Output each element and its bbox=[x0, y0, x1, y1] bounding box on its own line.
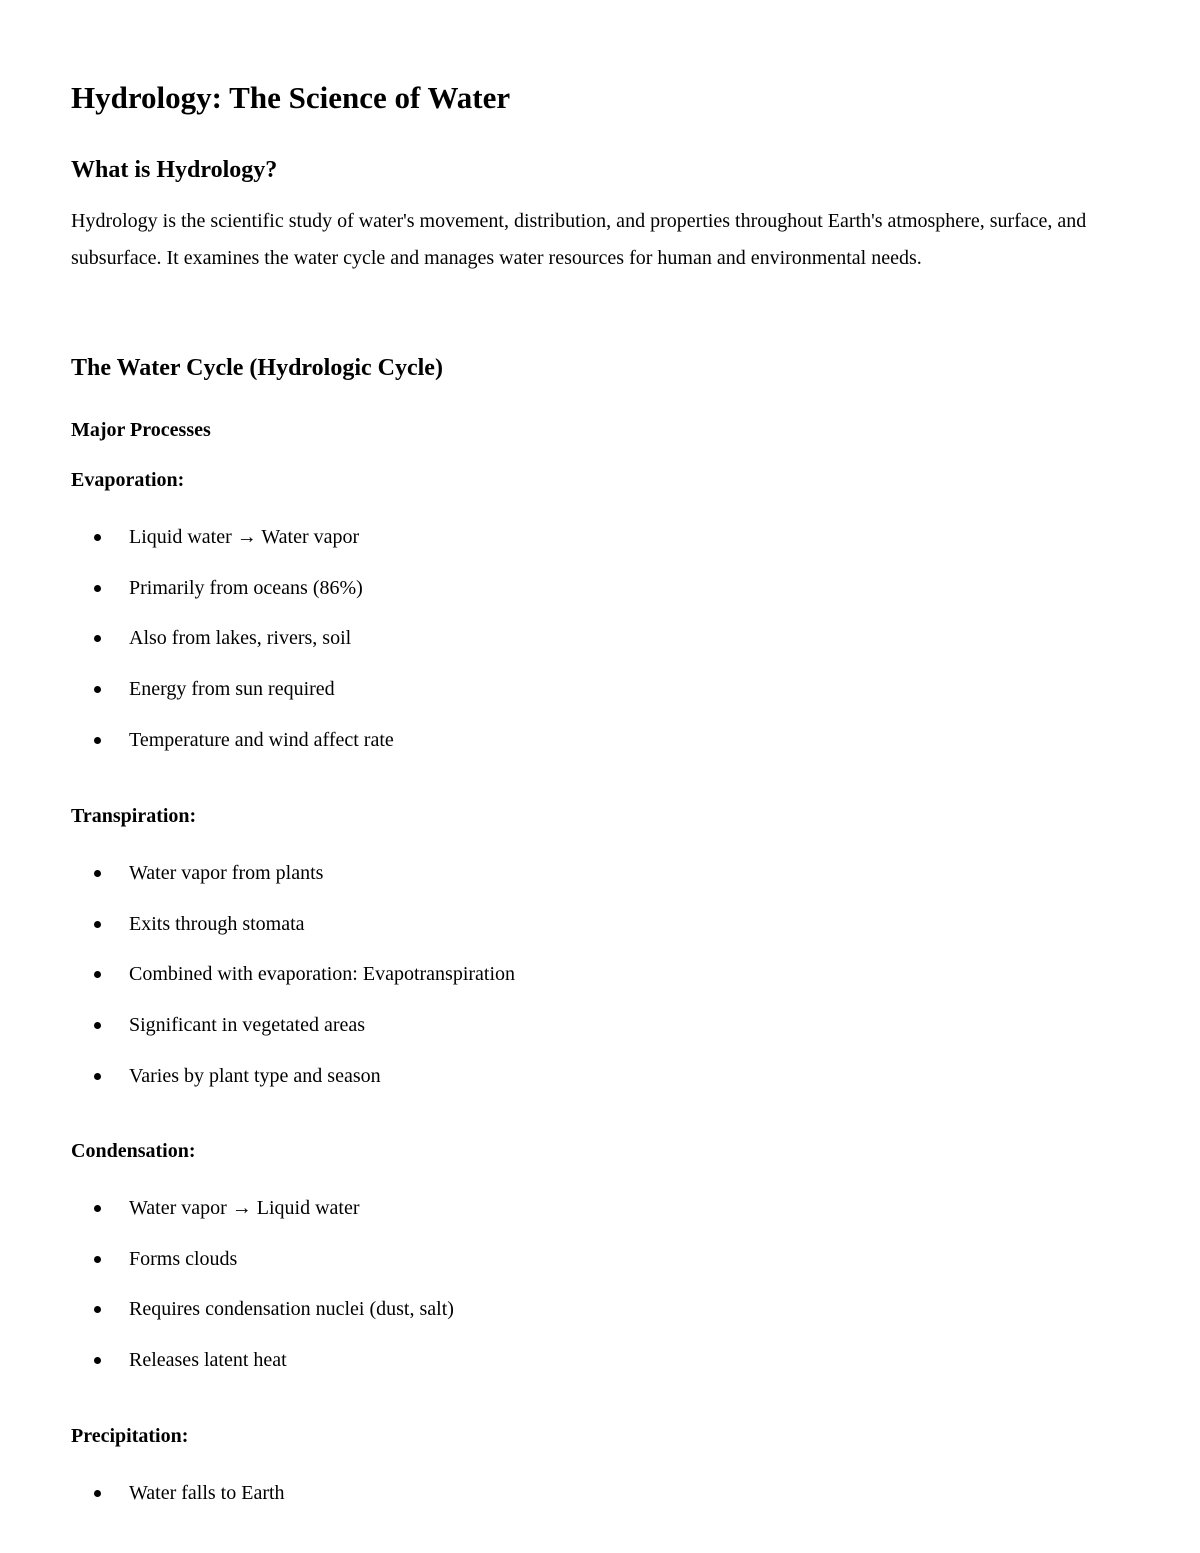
process-label-precipitation: Precipitation: bbox=[71, 1425, 189, 1447]
process-label-evaporation: Evaporation: bbox=[71, 469, 185, 491]
bullet-icon bbox=[94, 1490, 101, 1497]
bullet-icon bbox=[94, 534, 101, 541]
bullet-icon bbox=[94, 1256, 101, 1263]
section-heading-what-is-hydrology: What is Hydrology? bbox=[71, 157, 278, 183]
bullet-icon bbox=[94, 921, 101, 928]
bullet-icon bbox=[94, 737, 101, 744]
section-heading-water-cycle: The Water Cycle (Hydrologic Cycle) bbox=[71, 355, 443, 381]
bullet-icon bbox=[94, 1073, 101, 1080]
bullet-icon bbox=[94, 1357, 101, 1364]
page-title: Hydrology: The Science of Water bbox=[71, 80, 511, 115]
bullet-icon bbox=[94, 686, 101, 693]
process-label-condensation: Condensation: bbox=[71, 1140, 196, 1162]
bullet-icon bbox=[94, 1022, 101, 1029]
bullet-icon bbox=[94, 635, 101, 642]
bullet-icon bbox=[94, 1306, 101, 1313]
bullet-icon bbox=[94, 971, 101, 978]
bullet-icon bbox=[94, 1205, 101, 1212]
bullet-icon bbox=[94, 585, 101, 592]
subheading-major-processes: Major Processes bbox=[71, 419, 211, 441]
intro-paragraph: Hydrology is the scientific study of water's movement, distribution, and properties throughout Earth's atmosphere, surface, and subsurface. It examines the water cycle and manages water resources for human and environmental needs. bbox=[71, 210, 1087, 269]
bullet-icon bbox=[94, 870, 101, 877]
process-label-transpiration: Transpiration: bbox=[71, 805, 197, 827]
